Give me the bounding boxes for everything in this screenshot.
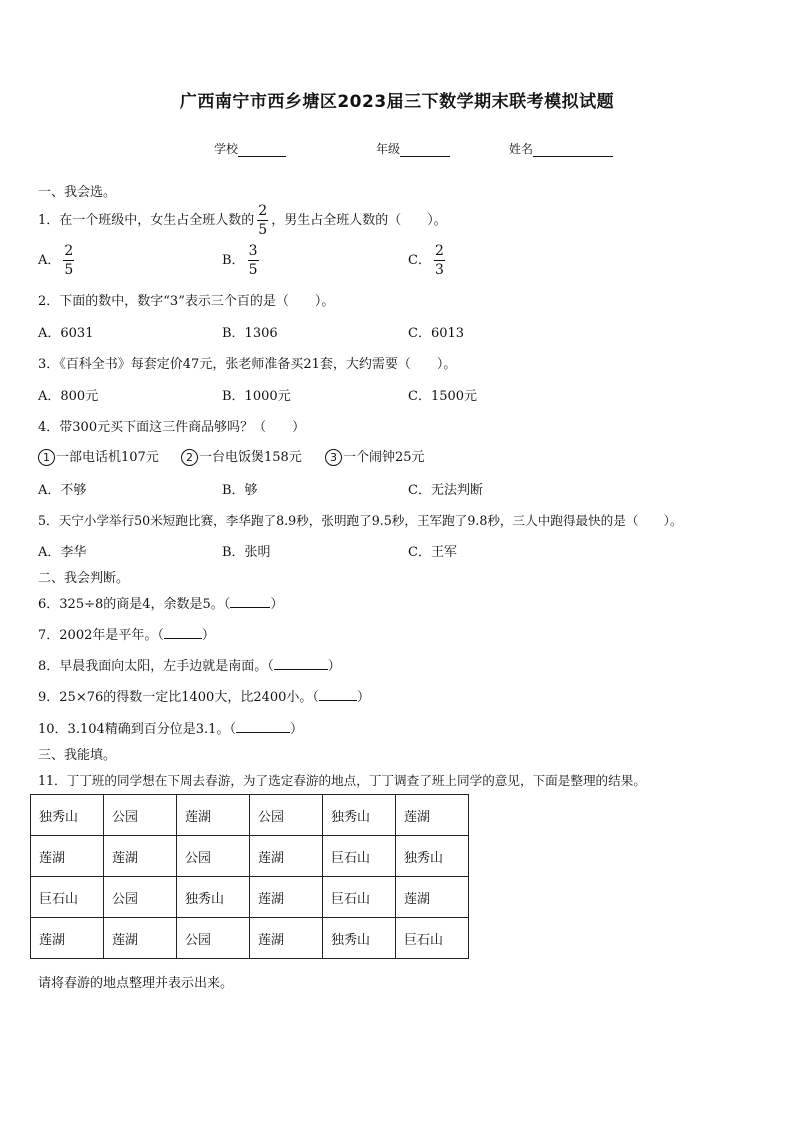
section-heading-1: 一、我会选。: [38, 185, 117, 200]
question-9: 9．25×76的得数一定比1400大，比2400小。（ ）: [38, 686, 370, 705]
table-cell: 莲湖: [396, 795, 469, 836]
school-field[interactable]: [214, 140, 286, 157]
q4-item-2: 2 一台电饭煲158元: [181, 446, 302, 466]
q9-answer-blank[interactable]: [319, 687, 357, 701]
q1-option-c-fraction: $\frac{2}{3}$: [434, 243, 444, 278]
q3-option-c[interactable]: C．1500元: [408, 389, 478, 404]
table-cell: 莲湖: [250, 918, 323, 959]
table-cell: 莲湖: [396, 877, 469, 918]
question-7: 7．2002年是平年。（ ）: [38, 624, 215, 643]
table-cell: 公园: [250, 795, 323, 836]
name-field[interactable]: [509, 140, 613, 157]
question-11: 11．丁丁班的同学想在下周去春游，为了选定春游的地点，丁丁调查了班上同学的意见，下面是整理的结果。: [38, 773, 646, 788]
q1-option-c[interactable]: C． $\frac{2}{3}$: [408, 243, 444, 278]
q10-answer-blank[interactable]: [236, 719, 290, 733]
table-cell: 巨石山: [31, 877, 104, 918]
page-title: 广西南宁市西乡塘区2023届三下数学期末联考模拟试题: [179, 92, 615, 112]
q1-option-a-fraction: $\frac{2}{5}$: [64, 243, 74, 278]
q2-option-a[interactable]: A．6031: [38, 326, 94, 341]
question-6: 6．325÷8的商是4，余数是5。（ ）: [38, 593, 283, 612]
question-4: 4．带300元买下面这三件商品够吗？（ ）: [38, 420, 306, 435]
table-cell: 莲湖: [31, 918, 104, 959]
q5-option-a[interactable]: A．李华: [38, 545, 87, 560]
student-info-row: [0, 140, 794, 160]
q4-option-c[interactable]: C．无法判断: [408, 483, 483, 498]
table-cell: 独秀山: [177, 877, 250, 918]
q1-option-b-fraction: $\frac{3}{5}$: [248, 243, 258, 278]
q4-option-a[interactable]: A．不够: [38, 483, 87, 498]
question-3: 3．《百科全书》每套定价47元，张老师准备买21套，大约需要（ ）。: [38, 357, 457, 372]
circled-number-2-icon: 2: [181, 449, 198, 466]
section-heading-2: 二、我会判断。: [38, 571, 130, 586]
q4-option-b[interactable]: B．够: [222, 483, 258, 498]
q8-answer-blank[interactable]: [274, 656, 328, 670]
table-cell: 公园: [104, 877, 177, 918]
table-cell: 莲湖: [250, 836, 323, 877]
question-8: 8．早晨我面向太阳，左手边就是南面。（ ）: [38, 655, 341, 674]
q6-answer-blank[interactable]: [230, 594, 270, 608]
q1-option-b[interactable]: B． $\frac{3}{5}$: [222, 243, 258, 278]
grade-field[interactable]: [376, 140, 450, 157]
q5-option-c[interactable]: C．王军: [408, 545, 457, 560]
name-blank[interactable]: [533, 142, 613, 157]
q3-option-a[interactable]: A．800元: [38, 389, 99, 404]
table-cell: 巨石山: [323, 836, 396, 877]
table-cell: 独秀山: [323, 918, 396, 959]
table-cell: 莲湖: [250, 877, 323, 918]
q3-option-b[interactable]: B．1000元: [222, 389, 291, 404]
circled-number-1-icon: 1: [38, 449, 55, 466]
table-row: [31, 918, 469, 959]
survey-table: [30, 794, 469, 959]
q11-instruction: 请将春游的地点整理并表示出来。: [38, 976, 234, 991]
table-cell: 独秀山: [31, 795, 104, 836]
q1-option-a[interactable]: A． $\frac{2}{5}$: [38, 243, 74, 278]
table-cell: 独秀山: [396, 836, 469, 877]
table-cell: 莲湖: [104, 918, 177, 959]
table-cell: 莲湖: [31, 836, 104, 877]
q1-text-post: ，男生占全班人数的（ ）。: [271, 213, 447, 228]
school-blank[interactable]: [238, 142, 286, 157]
question-2: 2．下面的数中，数字“3”表示三个百的是（ ）。: [38, 294, 335, 309]
q1-fraction: $\frac{2}{5}$: [258, 203, 268, 238]
q4-item-3: 3 一个闹钟25元: [325, 446, 425, 466]
name-label: 姓名: [509, 142, 534, 156]
grade-blank[interactable]: [400, 142, 450, 157]
q5-option-b[interactable]: B．张明: [222, 545, 271, 560]
table-row: [31, 877, 469, 918]
q4-item-1: 1 一部电话机107元: [38, 446, 159, 466]
q2-option-c[interactable]: C．6013: [408, 326, 465, 341]
question-5: 5．天宁小学举行50米短跑比赛，李华跑了8.9秒，张明跑了9.5秒，王军跑了9.8秒，三人中跑得最快的是（ ）。: [38, 513, 683, 528]
circled-number-3-icon: 3: [325, 449, 342, 466]
table-cell: 公园: [177, 836, 250, 877]
table-cell: 莲湖: [104, 836, 177, 877]
school-label: 学校: [214, 142, 239, 156]
table-row: [31, 795, 469, 836]
table-cell: 公园: [104, 795, 177, 836]
grade-label: 年级: [376, 142, 401, 156]
table-cell: 莲湖: [177, 795, 250, 836]
question-1: [38, 204, 447, 237]
q1-text-pre: 1．在一个班级中，女生占全班人数的: [38, 213, 255, 228]
table-row: [31, 836, 469, 877]
q2-option-b[interactable]: B．1306: [222, 326, 278, 341]
table-cell: 公园: [177, 918, 250, 959]
table-cell: 独秀山: [323, 795, 396, 836]
question-10: 10．3.104精确到百分位是3.1。（ ）: [38, 718, 303, 737]
table-cell: 巨石山: [396, 918, 469, 959]
q7-answer-blank[interactable]: [164, 625, 202, 639]
section-heading-3: 三、我能填。: [38, 748, 117, 763]
table-cell: 巨石山: [323, 877, 396, 918]
